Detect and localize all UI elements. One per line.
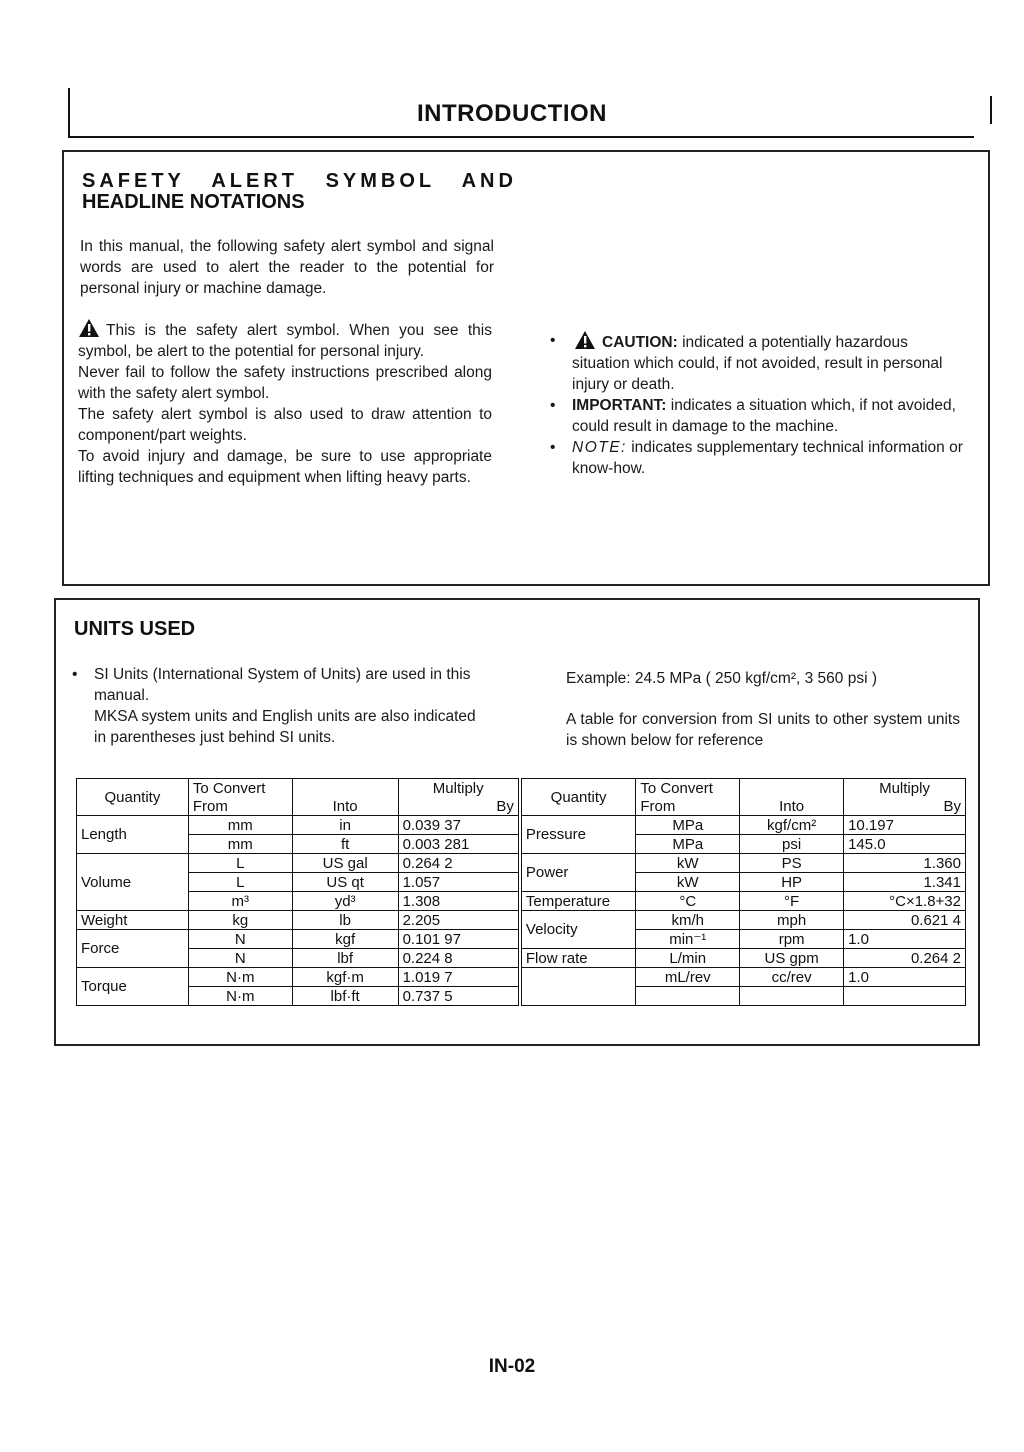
- table-cell: 1.341: [844, 873, 966, 892]
- table-cell: kg: [188, 911, 292, 930]
- table-cell: mm: [188, 816, 292, 835]
- quantity-pressure: Pressure: [520, 816, 636, 854]
- table-row: [77, 854, 966, 873]
- table-cell: 1.360: [844, 854, 966, 873]
- table-header-row: [77, 779, 966, 798]
- table-cell: L: [188, 873, 292, 892]
- table-row: [77, 892, 966, 911]
- table-cell: 1.057: [398, 873, 520, 892]
- table-cell: 1.308: [398, 892, 520, 911]
- table-cell: L: [188, 854, 292, 873]
- table-cell: km/h: [636, 911, 740, 930]
- table-cell: mph: [740, 911, 844, 930]
- table-cell-empty: [520, 968, 636, 1006]
- table-cell: HP: [740, 873, 844, 892]
- table-cell: 0.264 2: [844, 949, 966, 968]
- table-cell: 0.737 5: [398, 987, 520, 1006]
- header-right-border: [990, 96, 992, 124]
- quantity-torque: Torque: [77, 968, 189, 1006]
- caution-text: indicated a potentially hazardous situation which could, if not avoided, result in personal injury or death.: [572, 334, 943, 393]
- quantity-weight: Weight: [77, 911, 189, 930]
- table-cell: US qt: [292, 873, 398, 892]
- table-cell: kW: [636, 873, 740, 892]
- table-row: [77, 968, 966, 987]
- header-into-right: Into: [740, 779, 844, 816]
- table-cell: kgf/cm²: [740, 816, 844, 835]
- safety-to-avoid-text: To avoid injury and damage, be sure to use appropriate lifting techniques and equipment when lifting heavy parts.: [78, 448, 492, 486]
- safety-intro-paragraph: In this manual, the following safety alert symbol and signal words are used to alert the reader to the potential for personal injury or machine damage.: [80, 238, 494, 297]
- quantity-velocity: Velocity: [520, 911, 636, 949]
- header-by-right: By: [844, 797, 966, 816]
- table-cell: psi: [740, 835, 844, 854]
- page-title: INTRODUCTION: [417, 100, 607, 127]
- table-cell: N: [188, 930, 292, 949]
- quantity-power: Power: [520, 854, 636, 892]
- table-cell: mL/rev: [636, 968, 740, 987]
- safety-symbol-paragraph: [78, 318, 492, 362]
- table-cell: °F: [740, 892, 844, 911]
- table-cell: cc/rev: [740, 968, 844, 987]
- caution-item: • CAUTION: indicated a potentially hazardous situation which could, if not avoided, result in personal injury or death.: [550, 332, 943, 393]
- table-cell: 0.039 37: [398, 816, 520, 835]
- table-cell: kW: [636, 854, 740, 873]
- table-cell: yd³: [292, 892, 398, 911]
- table-cell: 0.003 281: [398, 835, 520, 854]
- note-text: indicates supplementary technical information or know-how.: [572, 439, 963, 477]
- table-row: [77, 816, 966, 835]
- safety-never-fail-text: Never fail to follow the safety instructions prescribed along with the safety alert symbol.: [78, 364, 492, 402]
- important-text: indicates a situation which, if not avoided, could result in damage to the machine.: [572, 397, 956, 435]
- table-cell: in: [292, 816, 398, 835]
- header-from: From: [188, 797, 292, 816]
- table-cell-empty: [636, 987, 740, 1006]
- table-cell: 1.0: [844, 968, 966, 987]
- table-cell: PS: [740, 854, 844, 873]
- table-cell: mm: [188, 835, 292, 854]
- header-quantity-right: Quantity: [520, 779, 636, 816]
- table-cell: kgf·m: [292, 968, 398, 987]
- table-cell: N·m: [188, 968, 292, 987]
- note-label: NOTE:: [572, 439, 627, 456]
- table-cell: N: [188, 949, 292, 968]
- quantity-force: Force: [77, 930, 189, 968]
- quantity-temperature: Temperature: [520, 892, 636, 911]
- table-cell: US gal: [292, 854, 398, 873]
- table-cell-empty: [740, 987, 844, 1006]
- table-cell: °C×1.8+32: [844, 892, 966, 911]
- page-number: IN-02: [488, 1356, 536, 1377]
- header-into: Into: [292, 779, 398, 816]
- warning-triangle-icon: [574, 330, 596, 350]
- conversion-table-intro: A table for conversion from SI units to other system units is shown below for reference: [566, 711, 960, 749]
- safety-section-title: SAFETY ALERT SYMBOL AND: [82, 170, 517, 192]
- table-cell: rpm: [740, 930, 844, 949]
- conversion-table: [76, 778, 966, 1006]
- table-cell: 10.197: [844, 816, 966, 835]
- header-quantity: Quantity: [77, 779, 189, 816]
- units-example-block: [566, 668, 960, 751]
- table-cell: lb: [292, 911, 398, 930]
- table-cell: 2.205: [398, 911, 520, 930]
- safety-section-subtitle: HEADLINE NOTATIONS: [82, 191, 305, 213]
- header-rule: [68, 136, 974, 138]
- table-cell-empty: [844, 987, 966, 1006]
- units-description: [72, 664, 488, 748]
- important-label: IMPORTANT:: [572, 397, 667, 414]
- table-cell: m³: [188, 892, 292, 911]
- safety-body: [78, 318, 492, 488]
- note-item: • NOTE: indicates supplementary technical information or know-how.: [550, 439, 963, 477]
- important-item: • IMPORTANT: indicates a situation which, if not avoided, could result in damage to the machine.: [550, 397, 956, 435]
- table-cell: kgf: [292, 930, 398, 949]
- table-row: [77, 949, 966, 968]
- header-to-convert-right: To Convert: [636, 779, 740, 798]
- table-cell: ft: [292, 835, 398, 854]
- table-cell: min⁻¹: [636, 930, 740, 949]
- table-cell: 0.264 2: [398, 854, 520, 873]
- signal-word-list: [548, 330, 966, 479]
- table-cell: lbf·ft: [292, 987, 398, 1006]
- caution-label: CAUTION:: [602, 334, 678, 351]
- header-multiply: Multiply: [398, 779, 520, 798]
- header-by: By: [398, 797, 520, 816]
- si-units-text: SI Units (International System of Units) are used in this manual.: [94, 666, 471, 704]
- table-cell: MPa: [636, 835, 740, 854]
- header-from-right: From: [636, 797, 740, 816]
- warning-triangle-icon: [78, 318, 100, 338]
- safety-symbol-text: This is the safety alert symbol. When you see this symbol, be alert to the potential for personal injury.: [78, 322, 492, 360]
- table-cell: 1.019 7: [398, 968, 520, 987]
- table-cell: 0.101 97: [398, 930, 520, 949]
- quantity-volume: Volume: [77, 854, 189, 911]
- header-to-convert: To Convert: [188, 779, 292, 798]
- units-section-title: UNITS USED: [74, 618, 196, 640]
- table-cell: 145.0: [844, 835, 966, 854]
- quantity-length: Length: [77, 816, 189, 854]
- safety-also-used-text: The safety alert symbol is also used to draw attention to component/part weights.: [78, 406, 492, 444]
- table-cell: lbf: [292, 949, 398, 968]
- quantity-flow-rate: Flow rate: [520, 949, 636, 968]
- si-units-item: • SI Units (International System of Units) are used in this manual.: [72, 666, 471, 704]
- table-cell: 1.0: [844, 930, 966, 949]
- table-cell: US gpm: [740, 949, 844, 968]
- table-cell: MPa: [636, 816, 740, 835]
- units-example: Example: 24.5 MPa ( 250 kgf/cm², 3 560 psi ): [566, 670, 877, 687]
- table-cell: N·m: [188, 987, 292, 1006]
- header-multiply-right: Multiply: [844, 779, 966, 798]
- table-cell: 0.224 8: [398, 949, 520, 968]
- table-row: [77, 911, 966, 930]
- table-cell: 0.621 4: [844, 911, 966, 930]
- mksa-units-text: MKSA system units and English units are also indicated in parentheses just behind SI units.: [94, 708, 476, 746]
- table-cell: °C: [636, 892, 740, 911]
- table-cell: L/min: [636, 949, 740, 968]
